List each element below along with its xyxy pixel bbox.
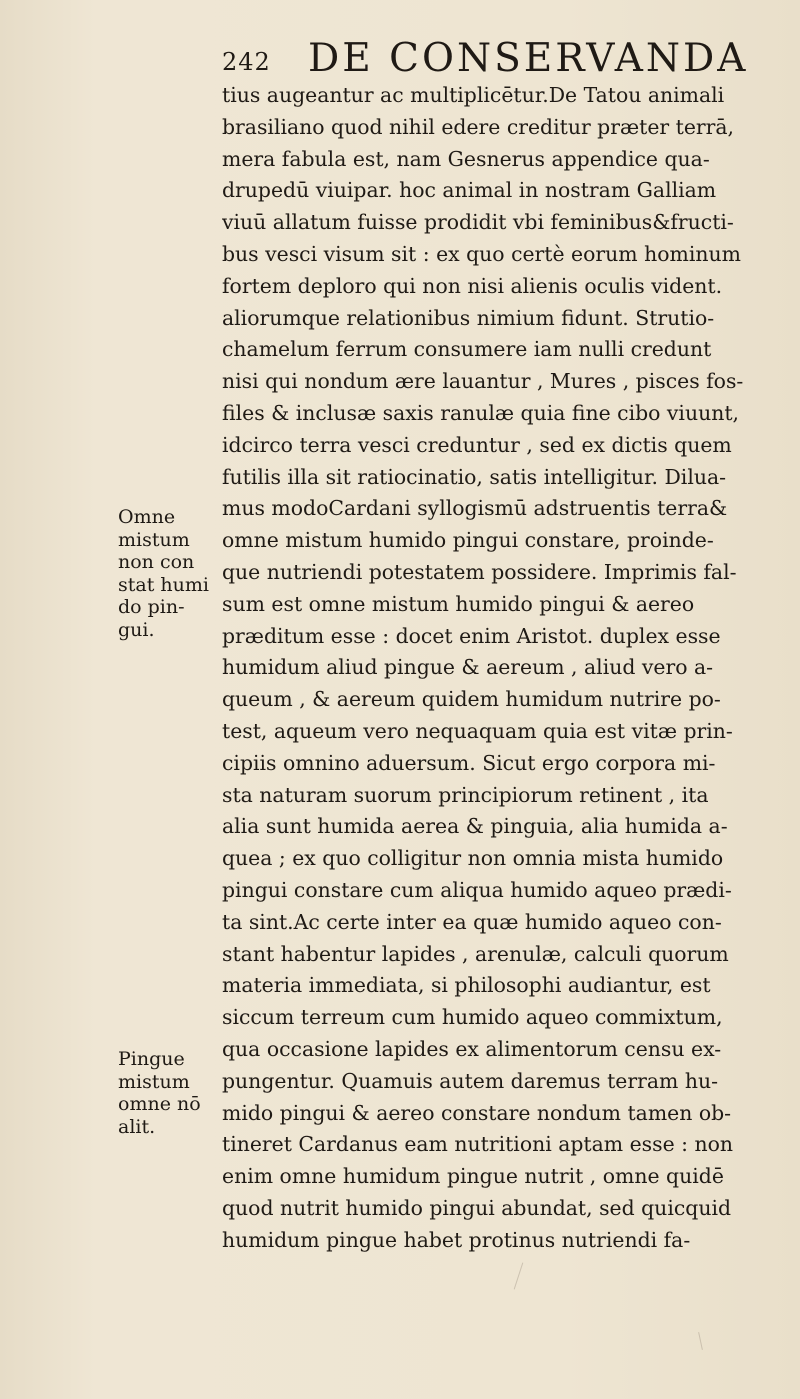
- text-line: enim omne humidum pingue nutrit , omne quidē: [222, 1164, 724, 1189]
- text-line: viuū allatum fuisse prodidit vbi feminibus&fructi-: [222, 210, 734, 235]
- running-head: DE CONSERVANDA: [308, 36, 749, 81]
- text-line: test, aqueum vero nequaquam quia est vitæ prin-: [222, 718, 733, 743]
- page-number: 242: [222, 48, 271, 76]
- marginal-note-line: mistum: [118, 528, 190, 551]
- text-line: pungentur. Quamuis autem daremus terram hu-: [222, 1068, 718, 1093]
- marginal-note-line: mistum: [118, 1070, 190, 1093]
- text-line: quod nutrit humido pingui abundat, sed quicquid: [222, 1195, 732, 1220]
- text-line: chamelum ferrum consumere iam nulli credunt: [222, 337, 712, 362]
- text-line: pingui constare cum aliqua humido aqueo prædi-: [222, 877, 732, 902]
- marginal-note-line: Pingue: [118, 1048, 185, 1070]
- marginal-note-line: Omne: [118, 506, 176, 528]
- text-line: idcirco terra vesci creduntur , sed ex dictis quem: [222, 432, 732, 457]
- text-line: que nutriendi potestatem possidere. Imprimis fal-: [222, 559, 737, 584]
- paper-mark: [514, 1263, 524, 1290]
- text-line: mera fabula est, nam Gesnerus appendice qua-: [222, 146, 710, 171]
- text-line: alia sunt humida aerea & pinguia, alia humida a-: [222, 814, 728, 839]
- text-line: tius augeantur ac multiplicētur.De Tatou animali: [222, 83, 725, 107]
- text-line: præditum esse : docet enim Aristot. duplex esse: [222, 623, 721, 648]
- text-line: qua occasione lapides ex alimentorum censu ex-: [222, 1036, 722, 1061]
- text-line: ta sint.Ac certe inter ea quæ humido aqueo con-: [222, 909, 722, 934]
- text-line: quea ; ex quo colligitur non omnia mista humido: [222, 846, 724, 871]
- text-line: nisi qui nondum ære lauantur , Mures , pisces fos-: [222, 369, 744, 394]
- text-line: humidum aliud pingue & aereum , aliud vero a-: [222, 655, 714, 680]
- text-line: sum est omne mistum humido pingui & aereo: [222, 591, 695, 616]
- marginal-note-line: gui.: [118, 618, 155, 641]
- marginal-note-line: stat humi: [118, 573, 209, 596]
- text-line: brasiliano quod nihil edere creditur præter terrā,: [222, 114, 735, 139]
- marginal-note-line: alit.: [118, 1115, 156, 1138]
- text-line: materia immediata, si philosophi audiantur, est: [222, 973, 711, 998]
- paper-mark: [698, 1332, 703, 1350]
- text-line: cipiis omnino aduersum. Sicut ergo corpora mi-: [222, 750, 716, 775]
- marginal-note: [118, 1048, 214, 1138]
- marginal-note-line: omne nō: [118, 1093, 201, 1115]
- text-line: tineret Cardanus eam nutritioni aptam esse : non: [222, 1132, 734, 1157]
- text-line: mido pingui & aereo constare nondum tamen ob-: [222, 1100, 732, 1125]
- page-header: [222, 32, 762, 81]
- text-line: files & inclusæ saxis ranulæ quia fine cibo viuunt,: [222, 400, 740, 425]
- marginal-note-line: do pin-: [118, 596, 185, 618]
- marginal-note: [118, 506, 214, 641]
- marginal-note-line: non con: [118, 551, 195, 573]
- text-line: bus vesci visum sit : ex quo certè eorum hominum: [222, 241, 741, 266]
- text-line: stant habentur lapides , arenulæ, calculi quorum: [222, 941, 729, 966]
- text-line: queum , & aereum quidem humidum nutrire po-: [222, 687, 721, 712]
- text-line: omne mistum humido pingui constare, proinde-: [222, 528, 714, 553]
- text-line: fortem deploro qui non nisi alienis oculis vident.: [222, 273, 723, 298]
- text-line: drupedū viuipar. hoc animal in nostram Galliam: [222, 178, 717, 203]
- text-line: futilis illa sit ratiocinatio, satis intelligitur. Dilua-: [222, 464, 727, 489]
- body-text: [222, 80, 770, 1256]
- text-line: mus modoCardani syllogismū adstruentis terra&: [222, 496, 728, 521]
- text-line: humidum pingue habet protinus nutriendi fa-: [222, 1227, 691, 1252]
- text-line: siccum terreum cum humido aqueo commixtum,: [222, 1005, 723, 1030]
- text-line: aliorumque relationibus nimium fidunt. Strutio-: [222, 305, 715, 330]
- text-line: sta naturam suorum principiorum retinent , ita: [222, 782, 709, 807]
